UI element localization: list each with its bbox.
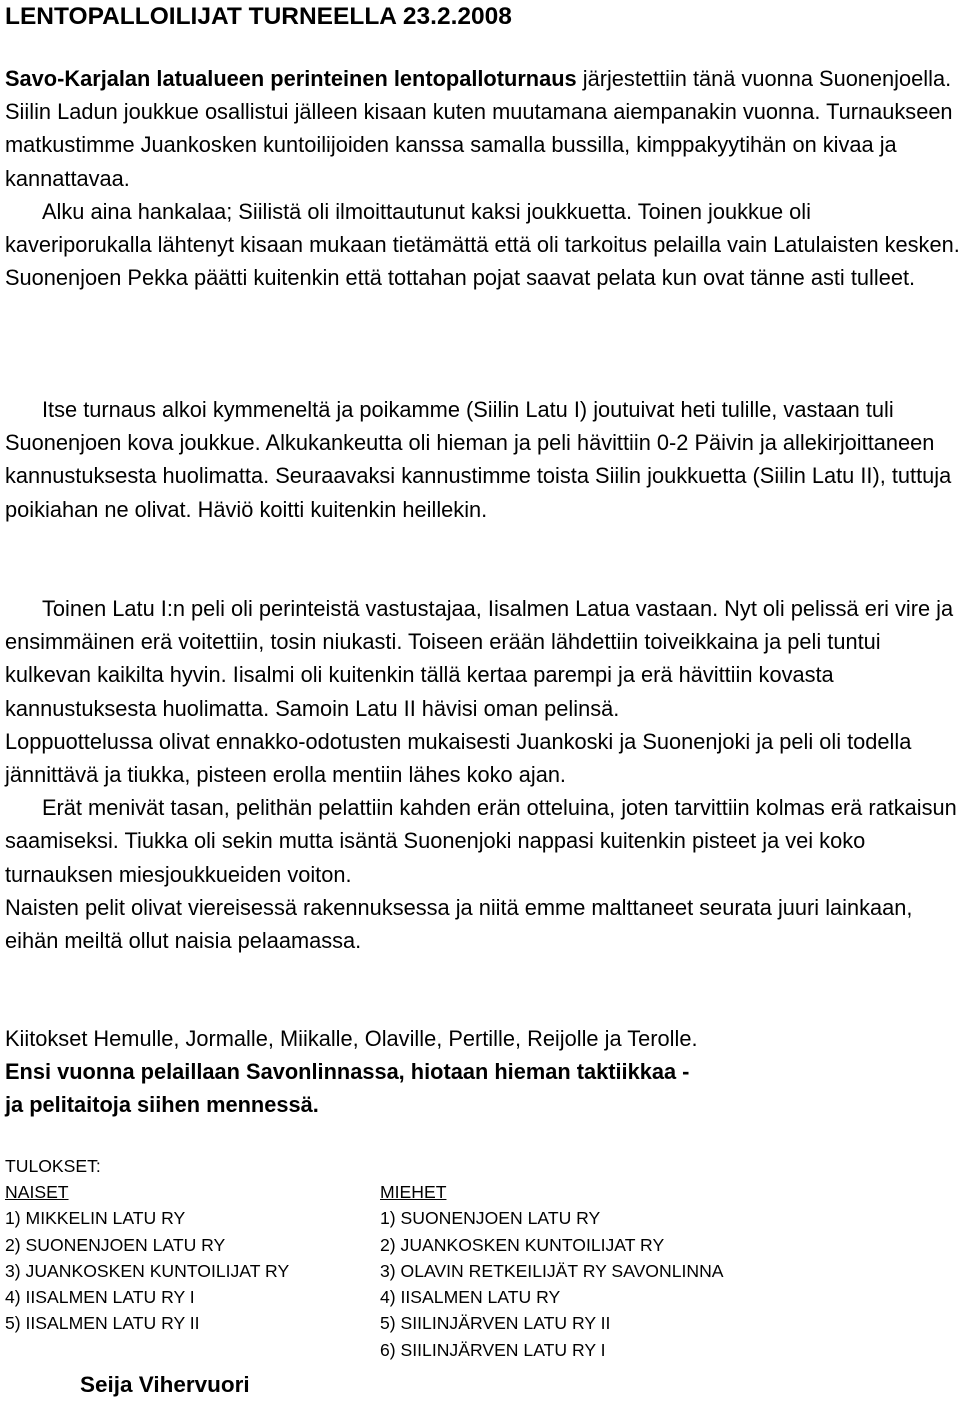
intro-second-text: Alku aina hankalaa; Siilistä oli ilmoittautunut kaksi joukkuetta. Toinen joukkue oli kaveriporukalla lähtenyt kisaan mukaan tietämättä että oli tarkoitus pelailla vain Latulaisten kesken. Suonenjoen Pekka päätti kuitenkin että tottahan pojat saavat pelata kun ovat tänne asti tulleet. (5, 198, 960, 291)
women-result-item: 4) IISALMEN LATU RY I (5, 1287, 195, 1308)
results-section (5, 1153, 960, 1360)
women-result-item: 5) IISALMEN LATU RY II (5, 1313, 200, 1334)
author-signature: Seija Vihervuori (80, 1372, 250, 1397)
men-result-item: 1) SUONENJOEN LATU RY (380, 1208, 601, 1229)
men-label: MIEHET (380, 1182, 447, 1202)
intro-text: järjestettiin tänä vuonna Suonenjoella. Siilin Ladun joukkue osallistui jälleen kisaan kuten muutamana aiempanakin vuonna. Turnaukseen matkustimme Juankosken kuntoilijoiden kanssa samalla bussilla, kimppakyytihän on kivaa ja kannattavaa. (5, 66, 953, 191)
final-match-text: Loppuottelussa olivat ennakko-odotusten mukaisesti Juankoski ja Suonenjoki ja peli oli todella jännittävä ja tiukka, pisteen erolla mentiin lähes koko ajan. (5, 728, 912, 788)
women-result-item: 3) JUANKOSKEN KUNTOILIJAT RY (5, 1260, 290, 1281)
men-result-item: 4) IISALMEN LATU RY (380, 1287, 561, 1308)
men-result-item: 2) JUANKOSKEN KUNTOILIJAT RY (380, 1234, 665, 1255)
paragraph-intro (5, 62, 960, 294)
paragraph-second-match (5, 592, 960, 957)
results-heading: TULOKSET: (5, 1156, 101, 1176)
final-result-text: Erät menivät tasan, pelithän pelattiin kahden erän otteluina, joten tarvittiin kolmas erä ratkaisun saamiseksi. Tiukka oli sekin mutta isäntä Suonenjoki nappasi kuitenkin pisteet ja vei koko turnauksen miesjoukkueiden voiton. (5, 795, 957, 887)
second-match-text: Toinen Latu I:n peli oli perinteistä vastustajaa, Iisalmen Latua vastaan. Nyt oli pelissä eri vire ja ensimmäinen erä voitettiin, tosin niukasti. Toiseen erään lähdettiin toiveikkaina ja peli tuntui kulkevan kaikilta hyvin. Iisalmi oli kuitenkin tällä kertaa parempi ja erä hävittiin kovasta kannustuksesta huolimatta. Samoin Latu II hävisi oman pelinsä. (5, 596, 954, 721)
men-result-item: 6) SIILINJÄRVEN LATU RY I (380, 1339, 606, 1360)
women-label: NAISET (5, 1182, 69, 1202)
next-year-line-2: ja pelitaitoja siihen mennessä. (5, 1092, 319, 1118)
women-result-item: 2) SUONENJOEN LATU RY (5, 1234, 226, 1255)
results-men-column (380, 1179, 820, 1363)
thanks-text: Kiitokset Hemulle, Jormalle, Miikalle, Olaville, Pertille, Reijolle ja Terolle. (5, 1026, 698, 1051)
men-result-item: 5) SIILINJÄRVEN LATU RY II (380, 1313, 611, 1334)
first-match-text: Itse turnaus alkoi kymmeneltä ja poikamme (Siilin Latu I) joutuivat heti tulille, vastaan tuli Suonenjoen kova joukkue. Alkukankeutta oli hieman ja peli hävittiin 0-2 Päivin ja allekirjoittaneen kannustuksesta huolimatta. Seuraavaksi kannustimme toista Siilin joukkuetta (Siilin Latu II), tuttuja poikiahan ne olivat. Häviö koitti kuitenkin heillekin. (5, 397, 952, 522)
next-year-line-1: Ensi vuonna pelaillaan Savonlinnassa, hiotaan hieman taktiikkaa - (5, 1059, 690, 1085)
results-women-column (5, 1179, 445, 1337)
womens-games-text: Naisten pelit olivat viereisessä rakennuksessa ja niitä emme malttaneet seurata juuri lainkaan, eihän meiltä ollut naisia pelaamassa. (5, 894, 913, 954)
paragraph-thanks (5, 1022, 960, 1122)
paragraph-first-match (5, 393, 960, 526)
intro-bold-lead: Savo-Karjalan latualueen perinteinen lentopalloturnaus (5, 66, 577, 91)
article-title: LENTOPALLOILIJAT TURNEELLA 23.2.2008 (5, 3, 512, 30)
men-result-item: 3) OLAVIN RETKEILIJÄT RY SAVONLINNA (380, 1260, 724, 1281)
women-result-item: 1) MIKKELIN LATU RY (5, 1208, 186, 1229)
